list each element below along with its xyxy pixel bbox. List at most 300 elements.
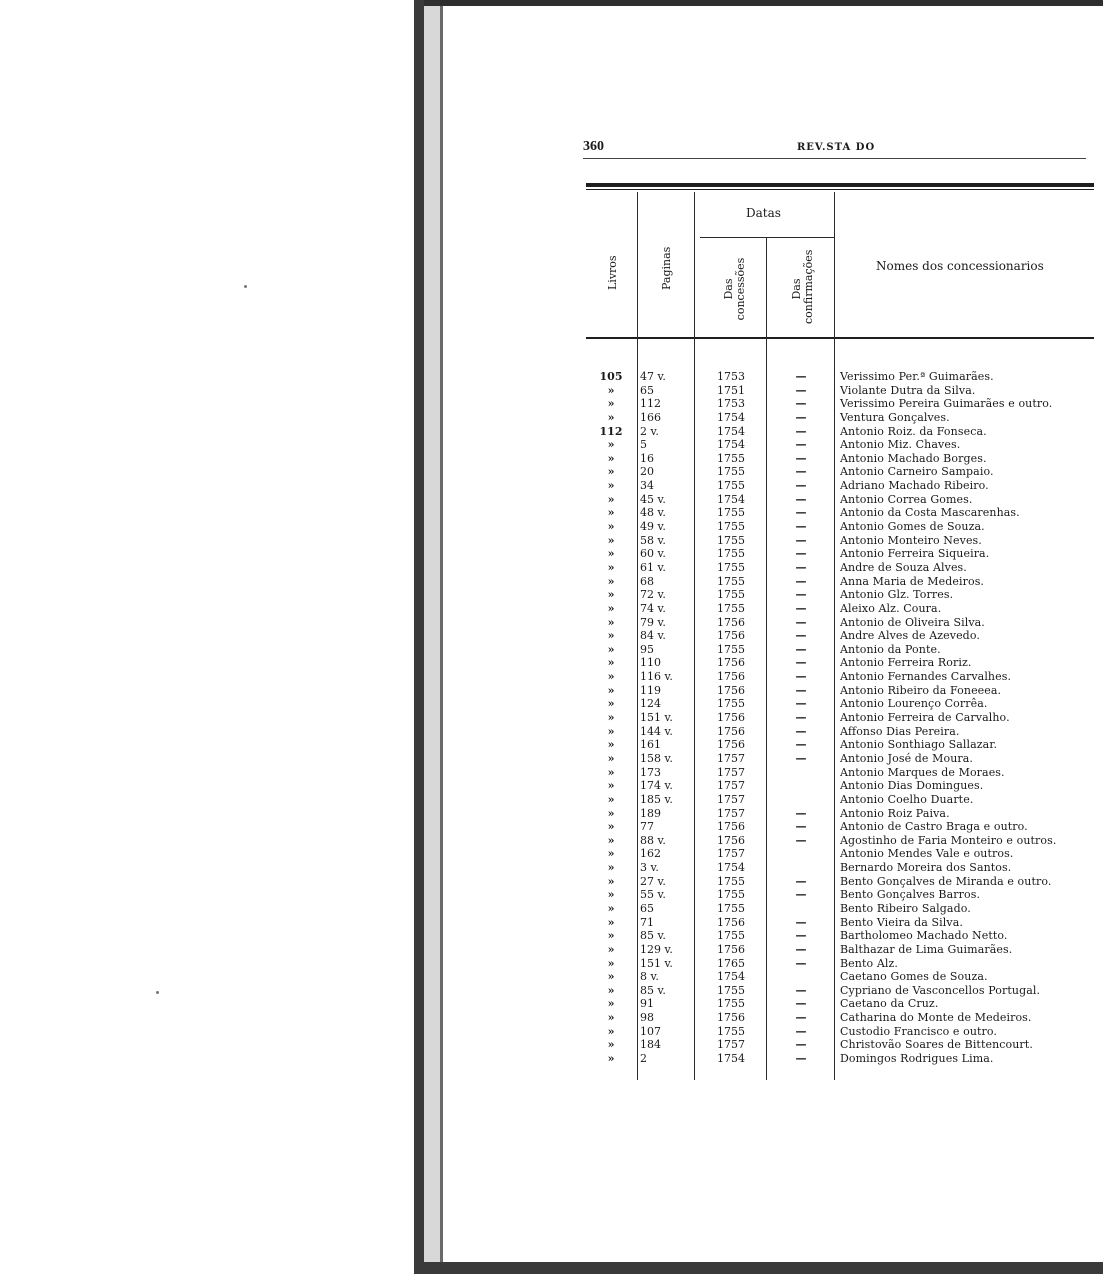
cell-pagina: 74 v. xyxy=(640,601,666,615)
table-row xyxy=(586,452,1101,466)
cell-nome: Antonio Gomes de Souza. xyxy=(840,520,985,534)
table-row xyxy=(586,370,1101,384)
cell-nome: Anna Maria de Medeiros. xyxy=(840,574,985,588)
cell-livro: » xyxy=(607,588,615,602)
cell-concessao: 1755 xyxy=(717,465,745,479)
cell-concessao: 1753 xyxy=(717,370,745,383)
cell-concessao: 1757 xyxy=(717,779,745,793)
cell-livro: » xyxy=(607,642,615,656)
cell-concessao: 1754 xyxy=(717,861,745,875)
cell-concessao: 1756 xyxy=(717,833,745,847)
cell-pagina: 144 v. xyxy=(640,724,673,738)
cell-pagina: 77 xyxy=(640,820,654,834)
cell-livro: » xyxy=(607,574,615,588)
cell-pagina: 84 v. xyxy=(640,629,666,643)
table-row xyxy=(586,616,1101,630)
book-spine-gutter xyxy=(424,0,440,1274)
table-row xyxy=(586,547,1101,561)
cell-confirmacao: — xyxy=(795,424,807,438)
cell-nome: Bartholomeo Machado Netto. xyxy=(840,929,1008,943)
cell-nome: Bernardo Moreira dos Santos. xyxy=(840,861,1012,875)
cell-livro: » xyxy=(607,670,615,684)
cell-concessao: 1755 xyxy=(717,888,745,902)
cell-livro: » xyxy=(607,601,615,615)
cell-confirmacao: — xyxy=(795,642,807,656)
table-row xyxy=(586,629,1101,643)
cell-pagina: 34 xyxy=(640,479,654,493)
cell-livro: » xyxy=(607,942,615,956)
cell-livro: » xyxy=(607,901,615,915)
cell-nome: Christovão Soares de Bittencourt. xyxy=(840,1038,1033,1052)
cell-livro: » xyxy=(607,765,615,779)
cell-concessao: 1755 xyxy=(717,1024,745,1038)
cell-nome: Antonio Lourenço Corrêa. xyxy=(840,697,988,711)
cell-pagina: 98 xyxy=(640,1011,654,1025)
table-row xyxy=(586,411,1101,425)
cell-concessao: 1755 xyxy=(717,901,745,915)
cell-nome: Antonio de Oliveira Silva. xyxy=(840,615,985,629)
cell-livro: » xyxy=(607,629,615,643)
table-row xyxy=(586,520,1101,534)
cell-livro: 112 xyxy=(599,424,623,438)
cell-pagina: 107 xyxy=(640,1024,661,1038)
cell-confirmacao: — xyxy=(795,1052,807,1066)
cell-confirmacao: — xyxy=(795,588,807,602)
table-row xyxy=(586,561,1101,575)
cell-nome: Antonio Coelho Duarte. xyxy=(840,792,974,806)
cell-confirmacao: — xyxy=(795,738,807,752)
cell-concessao: 1755 xyxy=(717,997,745,1011)
table-header-rule xyxy=(586,337,1094,339)
cell-concessao: 1755 xyxy=(717,697,745,711)
cell-pagina: 85 v. xyxy=(640,983,666,997)
cell-concessao: 1755 xyxy=(717,560,745,574)
header-livros: Livros xyxy=(606,255,619,290)
cell-livro: » xyxy=(607,451,615,465)
header-das-confirmacoes: Das confirmações xyxy=(790,249,815,324)
table-row xyxy=(586,943,1101,957)
cell-nome: Agostinho de Faria Monteiro e outros. xyxy=(840,833,1057,847)
cell-nome: Antonio da Ponte. xyxy=(840,642,941,656)
cell-pagina: 174 v. xyxy=(640,779,673,793)
cell-pagina: 20 xyxy=(640,465,654,479)
table-row xyxy=(586,425,1101,439)
cell-pagina: 95 xyxy=(640,642,654,656)
cell-pagina: 27 v. xyxy=(640,874,666,888)
cell-livro: 105 xyxy=(599,370,623,383)
cell-pagina: 5 xyxy=(640,438,647,452)
table-row xyxy=(586,861,1101,875)
cell-livro: » xyxy=(607,751,615,765)
cell-confirmacao: — xyxy=(795,697,807,711)
table-row xyxy=(586,738,1101,752)
cell-concessao: 1755 xyxy=(717,451,745,465)
cell-livro: » xyxy=(607,547,615,561)
cell-concessao: 1755 xyxy=(717,642,745,656)
cell-livro: » xyxy=(607,533,615,547)
table-row xyxy=(586,588,1101,602)
cell-confirmacao: — xyxy=(795,533,807,547)
cell-concessao: 1755 xyxy=(717,533,745,547)
table-row xyxy=(586,725,1101,739)
cell-pagina: 91 xyxy=(640,997,654,1011)
cell-concessao: 1757 xyxy=(717,765,745,779)
cell-livro: » xyxy=(607,615,615,629)
table-row xyxy=(586,670,1101,684)
cell-concessao: 1755 xyxy=(717,506,745,520)
cell-pagina: 158 v. xyxy=(640,751,673,765)
cell-concessao: 1757 xyxy=(717,792,745,806)
cell-livro: » xyxy=(607,874,615,888)
table-row xyxy=(586,834,1101,848)
cell-nome: Antonio Marques de Moraes. xyxy=(840,765,1005,779)
cell-confirmacao: — xyxy=(795,410,807,424)
cell-livro: » xyxy=(607,697,615,711)
cell-concessao: 1755 xyxy=(717,479,745,493)
cell-concessao: 1756 xyxy=(717,711,745,725)
cell-concessao: 1754 xyxy=(717,1052,745,1066)
cell-pagina: 3 v. xyxy=(640,861,659,875)
cell-concessao: 1757 xyxy=(717,1038,745,1052)
cell-pagina: 151 v. xyxy=(640,711,673,725)
cell-livro: » xyxy=(607,779,615,793)
cell-nome: Antonio José de Moura. xyxy=(840,751,974,765)
table-row xyxy=(586,1011,1101,1025)
cell-livro: » xyxy=(607,997,615,1011)
running-title: REV.STA DO xyxy=(797,142,876,153)
scan-bottom-edge xyxy=(424,1262,1103,1274)
cell-livro: » xyxy=(607,833,615,847)
cell-livro: » xyxy=(607,383,615,397)
cell-concessao: 1754 xyxy=(717,492,745,506)
cell-nome: Bento Gonçalves Barros. xyxy=(840,888,981,902)
cell-nome: Antonio Dias Domingues. xyxy=(840,779,984,793)
cell-concessao: 1756 xyxy=(717,942,745,956)
cell-nome: Antonio da Costa Mascarenhas. xyxy=(840,506,1020,520)
cell-pagina: 85 v. xyxy=(640,929,666,943)
cell-confirmacao: — xyxy=(795,520,807,534)
cell-concessao: 1755 xyxy=(717,588,745,602)
cell-pagina: 185 v. xyxy=(640,792,673,806)
cell-pagina: 60 v. xyxy=(640,547,666,561)
cell-pagina: 72 v. xyxy=(640,588,666,602)
cell-nome: Adriano Machado Ribeiro. xyxy=(840,479,989,493)
cell-livro: » xyxy=(607,410,615,424)
table-row xyxy=(586,984,1101,998)
cell-pagina: 112 xyxy=(640,397,661,411)
cell-pagina: 45 v. xyxy=(640,492,666,506)
cell-livro: » xyxy=(607,792,615,806)
table-row xyxy=(586,929,1101,943)
table-row xyxy=(586,916,1101,930)
table-row xyxy=(586,643,1101,657)
cell-nome: Andre Alves de Azevedo. xyxy=(840,629,980,643)
cell-confirmacao: — xyxy=(795,983,807,997)
table-row xyxy=(586,465,1101,479)
cell-nome: Antonio Roiz. da Fonseca. xyxy=(840,424,987,438)
table-row xyxy=(586,697,1101,711)
cell-livro: » xyxy=(607,492,615,506)
table-top-rule-thin xyxy=(586,189,1094,190)
cell-confirmacao: — xyxy=(795,711,807,725)
cell-concessao: 1756 xyxy=(717,683,745,697)
cell-nome: Antonio Ferreira Roriz. xyxy=(840,656,972,670)
table-row xyxy=(586,888,1101,902)
cell-confirmacao: — xyxy=(795,601,807,615)
cell-confirmacao: — xyxy=(795,397,807,411)
cell-confirmacao: — xyxy=(795,506,807,520)
cell-concessao: 1757 xyxy=(717,806,745,820)
cell-nome: Custodio Francisco e outro. xyxy=(840,1024,998,1038)
cell-confirmacao: — xyxy=(795,915,807,929)
cell-confirmacao: — xyxy=(795,370,807,383)
table-row xyxy=(586,793,1101,807)
cell-livro: » xyxy=(607,1038,615,1052)
cell-pagina: 151 v. xyxy=(640,956,673,970)
cell-pagina: 173 xyxy=(640,765,661,779)
cell-confirmacao: — xyxy=(795,451,807,465)
cell-confirmacao: — xyxy=(795,574,807,588)
cell-concessao: 1756 xyxy=(717,738,745,752)
cell-confirmacao: — xyxy=(795,820,807,834)
cell-concessao: 1756 xyxy=(717,1011,745,1025)
cell-confirmacao: — xyxy=(795,724,807,738)
cell-livro: » xyxy=(607,983,615,997)
cell-nome: Verissimo Per.ª Guimarães. xyxy=(840,370,994,383)
cell-nome: Antonio Sonthiago Sallazar. xyxy=(840,738,998,752)
cell-nome: Antonio Monteiro Neves. xyxy=(840,533,982,547)
table-row xyxy=(586,384,1101,398)
table-row xyxy=(586,752,1101,766)
cell-livro: » xyxy=(607,656,615,670)
cell-nome: Bento Vieira da Silva. xyxy=(840,915,963,929)
cell-pagina: 16 xyxy=(640,451,654,465)
cell-pagina: 55 v. xyxy=(640,888,666,902)
cell-concessao: 1756 xyxy=(717,615,745,629)
cell-concessao: 1756 xyxy=(717,820,745,834)
header-datas: Datas xyxy=(746,206,781,220)
cell-livro: » xyxy=(607,915,615,929)
cell-pagina: 189 xyxy=(640,806,661,820)
cell-pagina: 124 xyxy=(640,697,661,711)
cell-livro: » xyxy=(607,465,615,479)
cell-confirmacao: — xyxy=(795,656,807,670)
table-body xyxy=(586,370,1101,1066)
table-row xyxy=(586,438,1101,452)
table-row xyxy=(586,684,1101,698)
table-row xyxy=(586,997,1101,1011)
cell-nome: Andre de Souza Alves. xyxy=(840,560,967,574)
cell-livro: » xyxy=(607,506,615,520)
cell-confirmacao: — xyxy=(795,1038,807,1052)
cell-confirmacao: — xyxy=(795,629,807,643)
cell-livro: » xyxy=(607,820,615,834)
cell-confirmacao: — xyxy=(795,997,807,1011)
cell-concessao: 1757 xyxy=(717,751,745,765)
cell-nome: Antonio Miz. Chaves. xyxy=(840,438,961,452)
table-row xyxy=(586,1025,1101,1039)
cell-pagina: 119 xyxy=(640,683,661,697)
cell-confirmacao: — xyxy=(795,547,807,561)
scan-top-edge xyxy=(424,0,1103,6)
cell-pagina: 2 xyxy=(640,1052,647,1066)
cell-concessao: 1754 xyxy=(717,424,745,438)
cell-nome: Caetano Gomes de Souza. xyxy=(840,970,988,984)
header-paginas: Paginas xyxy=(660,246,673,290)
cell-pagina: 88 v. xyxy=(640,833,666,847)
table-row xyxy=(586,766,1101,780)
cell-nome: Catharina do Monte de Medeiros. xyxy=(840,1011,1032,1025)
cell-nome: Antonio Ferreira Siqueira. xyxy=(840,547,990,561)
table-row xyxy=(586,506,1101,520)
cell-concessao: 1755 xyxy=(717,520,745,534)
cell-nome: Antonio Roiz Paiva. xyxy=(840,806,950,820)
cell-concessao: 1756 xyxy=(717,629,745,643)
book-spine-edge xyxy=(440,0,443,1274)
cell-nome: Caetano da Cruz. xyxy=(840,997,939,1011)
cell-pagina: 48 v. xyxy=(640,506,666,520)
cell-pagina: 65 xyxy=(640,901,654,915)
header-rule xyxy=(583,158,1086,159)
cell-concessao: 1755 xyxy=(717,874,745,888)
cell-livro: » xyxy=(607,438,615,452)
cell-confirmacao: — xyxy=(795,1011,807,1025)
table-row xyxy=(586,1052,1101,1066)
cell-confirmacao: — xyxy=(795,683,807,697)
cell-nome: Balthazar de Lima Guimarães. xyxy=(840,942,1013,956)
cell-concessao: 1753 xyxy=(717,397,745,411)
cell-concessao: 1751 xyxy=(717,383,745,397)
cell-nome: Aleixo Alz. Coura. xyxy=(840,601,942,615)
cell-nome: Antonio Glz. Torres. xyxy=(840,588,954,602)
cell-confirmacao: — xyxy=(795,492,807,506)
cell-livro: » xyxy=(607,970,615,984)
cell-nome: Antonio Ferreira de Carvalho. xyxy=(840,711,1010,725)
cell-confirmacao: — xyxy=(795,806,807,820)
cell-concessao: 1755 xyxy=(717,547,745,561)
datas-subheader-rule xyxy=(700,237,834,238)
table-row xyxy=(586,479,1101,493)
cell-concessao: 1754 xyxy=(717,410,745,424)
cell-pagina: 79 v. xyxy=(640,615,666,629)
cell-nome: Verissimo Pereira Guimarães e outro. xyxy=(840,397,1053,411)
cell-nome: Ventura Gonçalves. xyxy=(840,410,950,424)
header-das-concessoes: Das concessões xyxy=(722,257,747,321)
cell-livro: » xyxy=(607,479,615,493)
header-nomes: Nomes dos concessionarios xyxy=(876,259,1044,273)
cell-concessao: 1765 xyxy=(717,956,745,970)
cell-livro: » xyxy=(607,1052,615,1066)
cell-livro: » xyxy=(607,847,615,861)
cell-pagina: 166 xyxy=(640,410,661,424)
cell-concessao: 1754 xyxy=(717,970,745,984)
cell-nome: Bento Ribeiro Salgado. xyxy=(840,901,971,915)
cell-confirmacao: — xyxy=(795,560,807,574)
table-row xyxy=(586,602,1101,616)
cell-nome: Antonio Fernandes Carvalhes. xyxy=(840,670,1012,684)
cell-confirmacao: — xyxy=(795,874,807,888)
cell-confirmacao: — xyxy=(795,888,807,902)
cell-pagina: 116 v. xyxy=(640,670,673,684)
table-row xyxy=(586,656,1101,670)
cell-confirmacao: — xyxy=(795,942,807,956)
cell-livro: » xyxy=(607,1024,615,1038)
cell-concessao: 1756 xyxy=(717,724,745,738)
cell-concessao: 1754 xyxy=(717,438,745,452)
cell-confirmacao: — xyxy=(795,383,807,397)
book-spine-shadow xyxy=(414,0,424,1274)
cell-livro: » xyxy=(607,1011,615,1025)
cell-concessao: 1755 xyxy=(717,574,745,588)
cell-pagina: 61 v. xyxy=(640,560,666,574)
table-row xyxy=(586,779,1101,793)
cell-livro: » xyxy=(607,861,615,875)
cell-confirmacao: — xyxy=(795,1024,807,1038)
cell-concessao: 1756 xyxy=(717,670,745,684)
cell-pagina: 184 xyxy=(640,1038,661,1052)
table-row xyxy=(586,807,1101,821)
cell-pagina: 65 xyxy=(640,383,654,397)
cell-livro: » xyxy=(607,683,615,697)
cell-nome: Antonio Machado Borges. xyxy=(840,451,987,465)
cell-concessao: 1756 xyxy=(717,915,745,929)
cell-confirmacao: — xyxy=(795,751,807,765)
table-top-rule xyxy=(586,183,1094,187)
cell-nome: Antonio Correa Gomes. xyxy=(840,492,973,506)
cell-nome: Antonio de Castro Braga e outro. xyxy=(840,820,1028,834)
page-number: 360 xyxy=(583,139,604,154)
table-row xyxy=(586,534,1101,548)
cell-livro: » xyxy=(607,520,615,534)
cell-confirmacao: — xyxy=(795,465,807,479)
cell-livro: » xyxy=(607,888,615,902)
cell-concessao: 1755 xyxy=(717,601,745,615)
cell-concessao: 1756 xyxy=(717,656,745,670)
cell-nome: Bento Alz. xyxy=(840,956,898,970)
cell-concessao: 1755 xyxy=(717,983,745,997)
cell-confirmacao: — xyxy=(795,833,807,847)
cell-livro: » xyxy=(607,711,615,725)
table-row xyxy=(586,711,1101,725)
cell-pagina: 129 v. xyxy=(640,942,673,956)
cell-nome: Antonio Ribeiro da Foneeea. xyxy=(840,683,1002,697)
scan-speck xyxy=(244,285,247,288)
cell-pagina: 58 v. xyxy=(640,533,666,547)
cell-pagina: 2 v. xyxy=(640,424,659,438)
cell-nome: Domingos Rodrigues Lima. xyxy=(840,1052,994,1066)
table-row xyxy=(586,820,1101,834)
cell-nome: Affonso Dias Pereira. xyxy=(840,724,960,738)
cell-concessao: 1757 xyxy=(717,847,745,861)
cell-confirmacao: — xyxy=(795,438,807,452)
cell-livro: » xyxy=(607,806,615,820)
table-row xyxy=(586,875,1101,889)
cell-confirmacao: — xyxy=(795,479,807,493)
cell-nome: Cypriano de Vasconcellos Portugal. xyxy=(840,983,1041,997)
cell-pagina: 8 v. xyxy=(640,970,659,984)
cell-concessao: 1755 xyxy=(717,929,745,943)
cell-confirmacao: — xyxy=(795,929,807,943)
table-row xyxy=(586,847,1101,861)
table-row xyxy=(586,957,1101,971)
cell-livro: » xyxy=(607,929,615,943)
cell-confirmacao: — xyxy=(795,956,807,970)
cell-nome: Antonio Carneiro Sampaio. xyxy=(840,465,994,479)
cell-pagina: 47 v. xyxy=(640,370,666,383)
table-row xyxy=(586,970,1101,984)
table-row xyxy=(586,575,1101,589)
cell-pagina: 71 xyxy=(640,915,654,929)
